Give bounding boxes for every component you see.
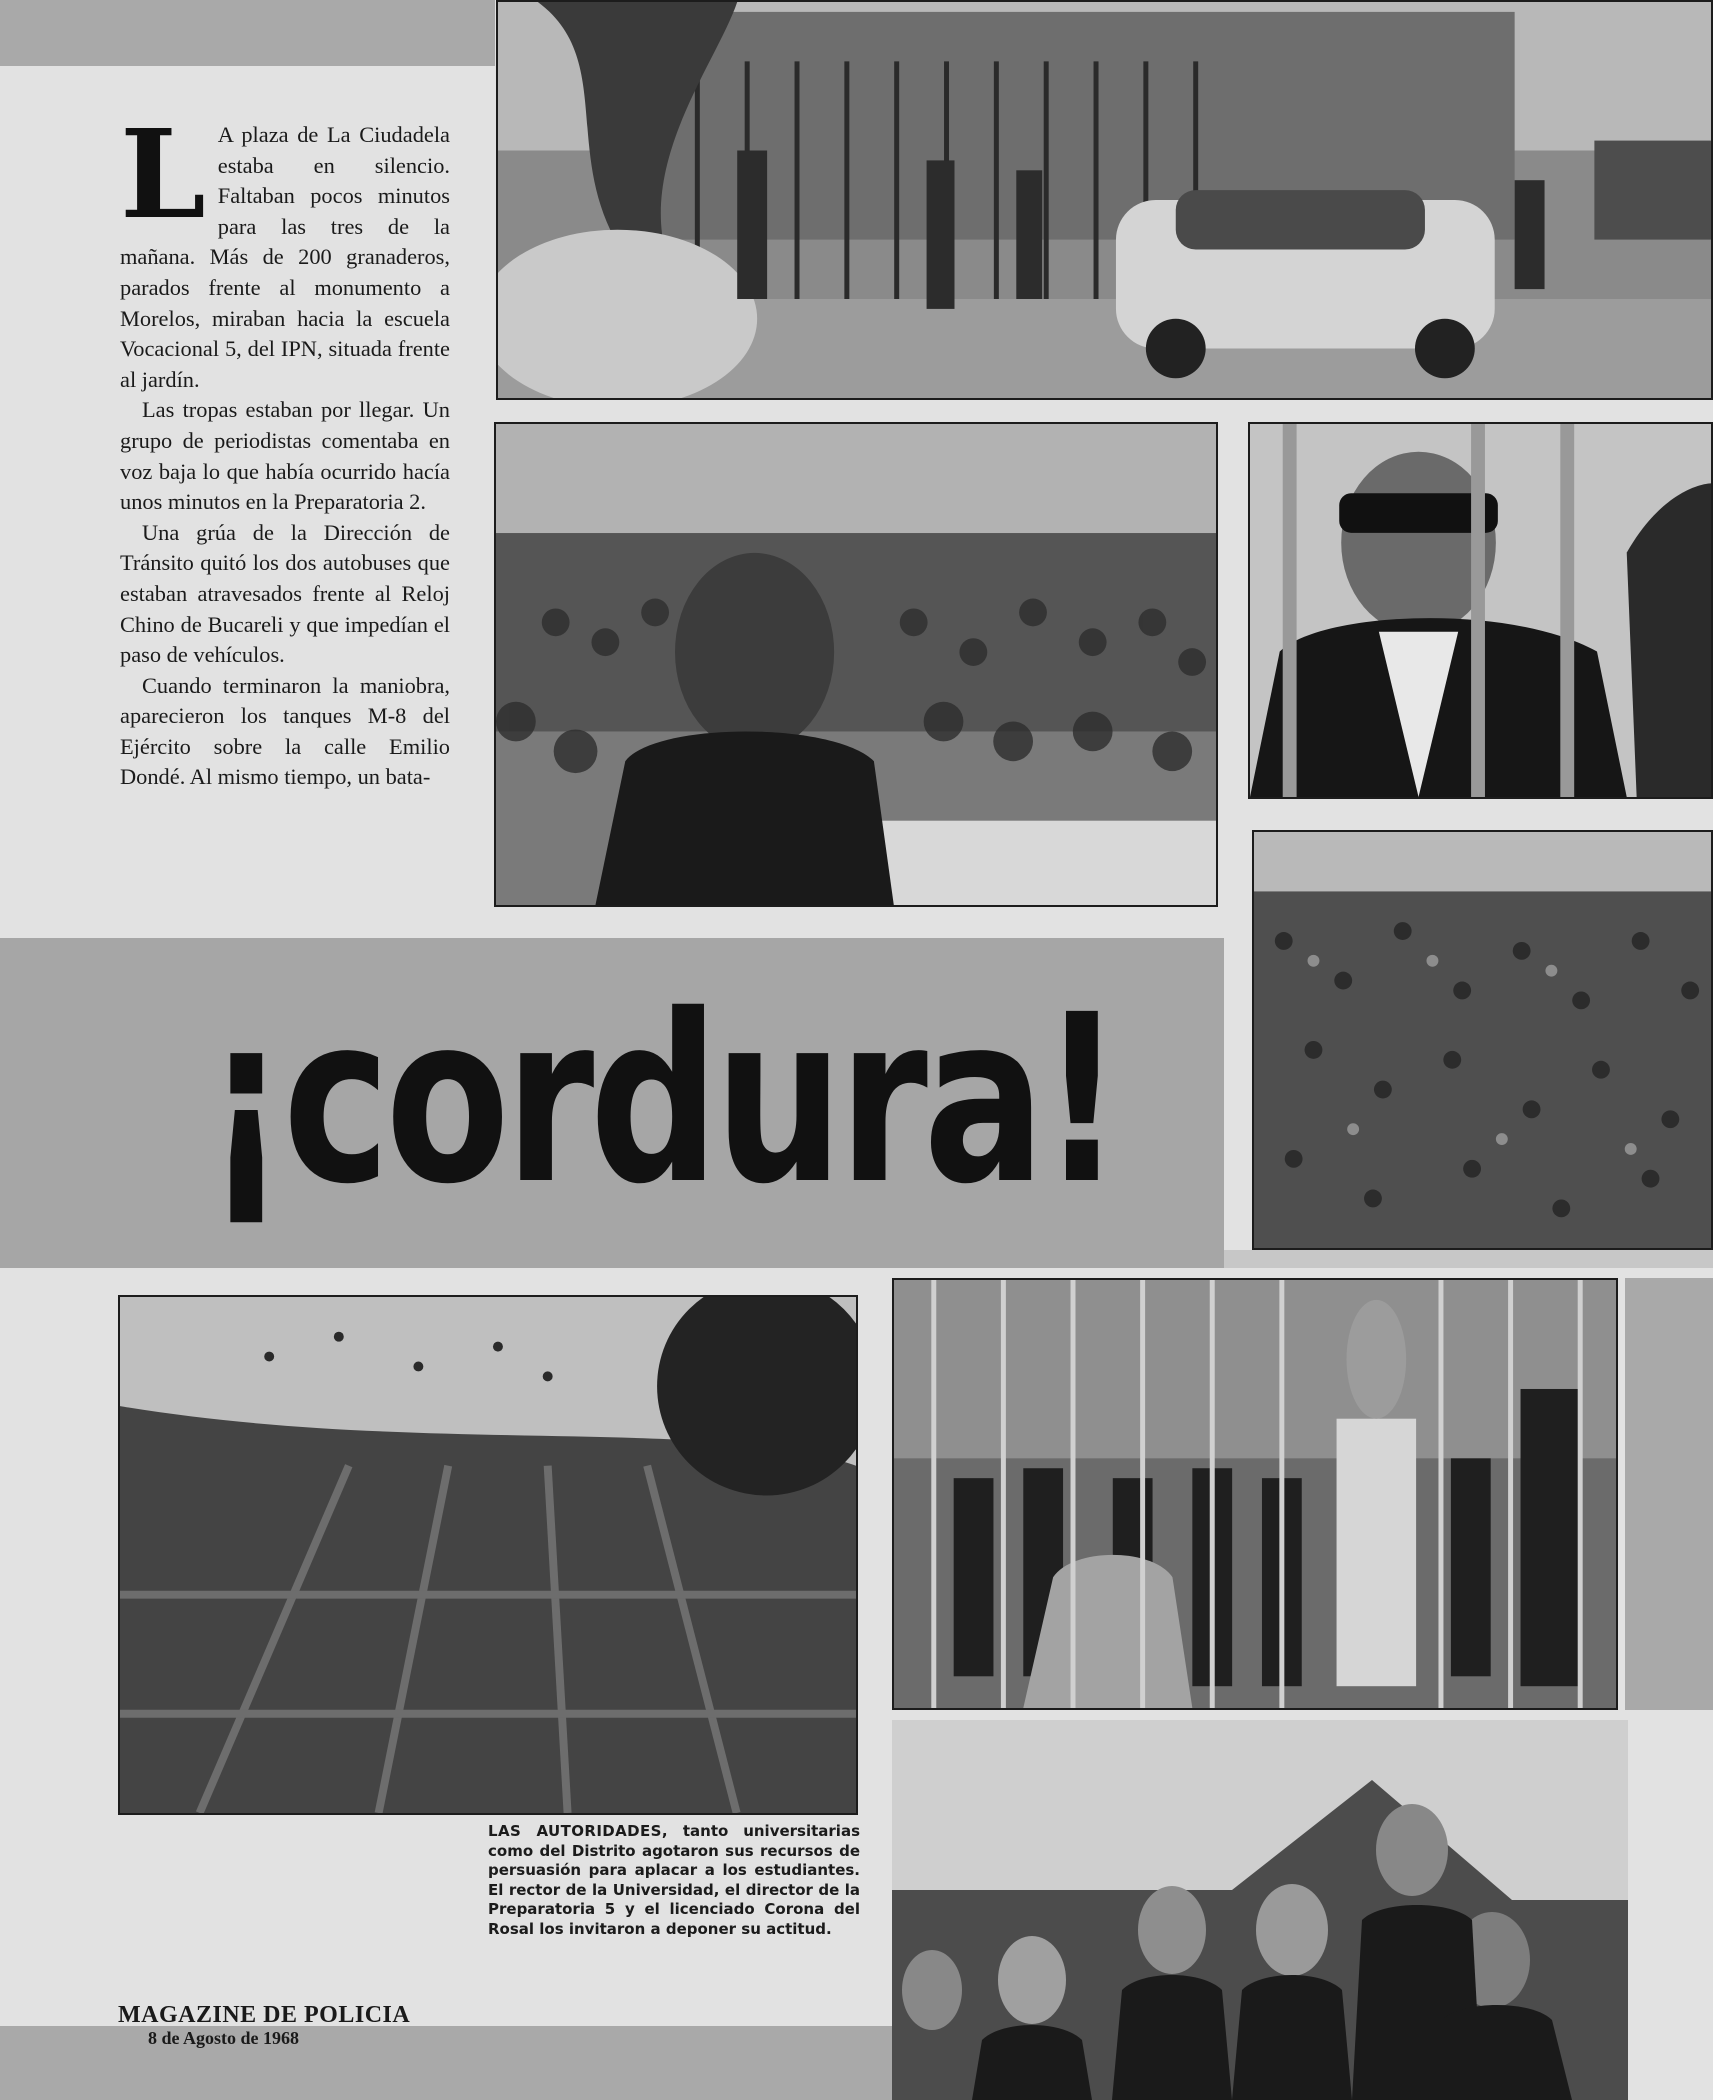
headline: ¡cordura! — [205, 965, 1119, 1235]
photo-man-before-crowd — [494, 422, 1218, 907]
photo-school-gate-car — [496, 0, 1713, 400]
photo-official-behind-bars — [1248, 422, 1713, 799]
right-bars-band — [1625, 1278, 1713, 1710]
caption-text: tanto universitarias como del Distrito agotaron sus recursos de persuasión para aplacar a los estudiantes. El rector de la Universidad, el director de la Preparatoria 5 y el licenciado Corona del Rosal los invitaron a deponer su actitud. — [488, 1822, 860, 1938]
photo-soldiers-behind-bars — [892, 1278, 1618, 1710]
caption-lead-word: LAS AUTORIDADES, — [488, 1822, 668, 1840]
photo-officials-meeting — [892, 1720, 1628, 2100]
left-band-strip — [1224, 1250, 1713, 1268]
photo-crowd-aerial-right — [1252, 830, 1713, 1250]
article-paragraph-3: Una grúa de la Dirección de Tránsito quitó los dos autobuses que estaban atravesados frente al Reloj Chino de Bucareli y que impedían el paso de vehículos. — [120, 519, 450, 668]
top-band — [0, 0, 495, 66]
drop-cap: L — [120, 102, 206, 246]
article-body — [120, 102, 450, 793]
magazine-title: MAGAZINE DE POLICIA — [118, 2002, 411, 2028]
photo-plaza-crowd-aerial — [118, 1295, 858, 1815]
issue-date: 8 de Agosto de 1968 — [148, 2028, 300, 2048]
article-paragraph-4: Cuando terminaron la maniobra, aparecieron los tanques M-8 del Ejército sobre la calle Emilio Dondé. Al mismo tiempo, un bata- — [120, 672, 450, 790]
page-footer — [118, 2002, 438, 2048]
photo-caption — [488, 1822, 860, 1939]
article-paragraph-2: Las tropas estaban por llegar. Un grupo de periodistas comentaba en voz baja lo que había ocurrido hacía unos minutos en la Preparatoria 2. — [120, 397, 450, 515]
article-paragraph-1: L A plaza de La Ciudadela estaba en silencio. Faltaban pocos minutos para las tres de la mañana. Más de 200 granaderos, parados frente al monumento a Morelos, miraban hacia la escuela Vocacional 5, del IPN, situada frente al jardín. — [120, 102, 450, 392]
